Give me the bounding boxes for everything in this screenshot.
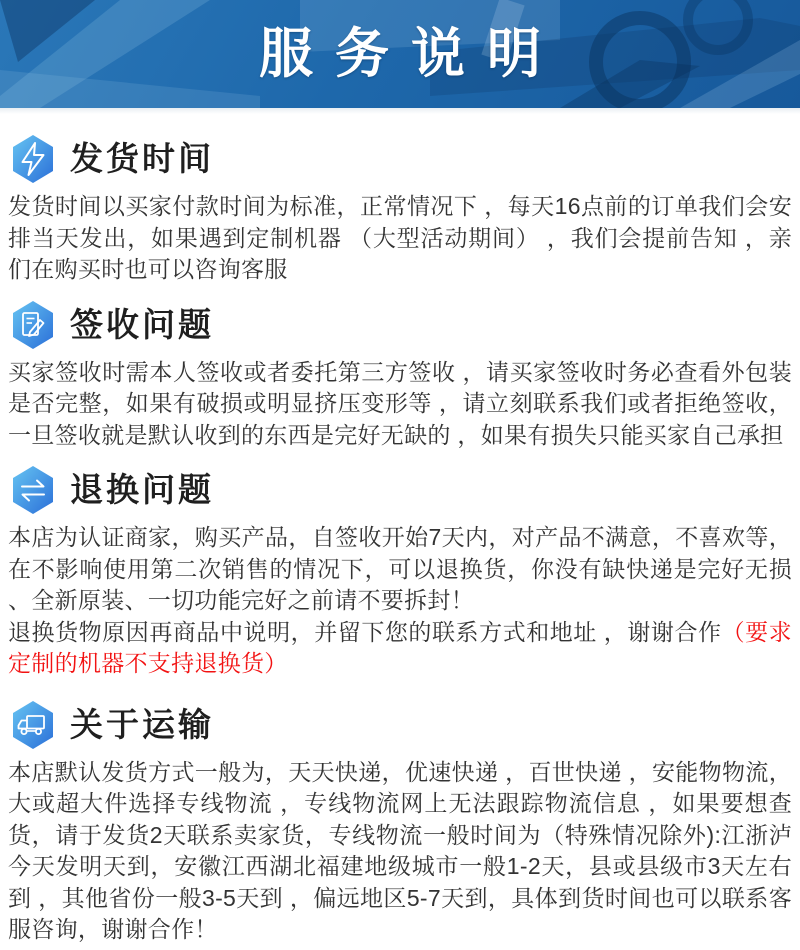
truck-icon (10, 700, 56, 750)
exchange-arrows-icon (10, 465, 56, 515)
content (0, 114, 800, 946)
section-heading (10, 465, 792, 515)
section-returns (8, 465, 792, 680)
section-paragraph: 买家签收时需本人签收或者委托第三方签收 ，请买家签收时务必查看外包装是否完整，如果有破损或明显挤压变形等 ，请立刻联系我们或者拒绝签收，一旦签收就是默认收到的东西是完好无缺的 ，如果有损失只能买家自己承担 (8, 358, 792, 448)
section-title: 关于运输 (70, 705, 214, 743)
page-title: 服务说明 (259, 24, 563, 84)
section-title: 发货时间 (70, 140, 214, 177)
section-heading (10, 700, 792, 750)
section-heading (10, 134, 792, 184)
note-black: 退换货物原因再商品中说明，并留下您的联系方式和地址 ，谢谢合作 (8, 618, 722, 645)
section-paragraph: 本店为认证商家，购买产品，自签收开始7天内，对产品不满意，不喜欢等，在不影响使用第二次销售的情况下，可以退换货，你没有缺快递是完好无损 、全新原装、一切功能完好之前请不要拆封！ (8, 524, 792, 613)
section-heading (10, 300, 792, 350)
section-paragraph: 发货时间以买家付款时间为标准，正常情况下 ，每天16点前的订单我们会安排当天发出，如果遇到定制机器 （大型活动期间） ，我们会提前告知 ，亲们在购买时也可以咨询客服 (8, 193, 792, 282)
lightning-icon (10, 134, 56, 184)
section-note (8, 617, 792, 680)
document-edit-icon (10, 300, 56, 350)
section-title: 签收问题 (70, 305, 214, 343)
section-sign-off (8, 300, 792, 452)
section-paragraph: 本店默认发货方式一般为，天天快递，优速快递 ，百世快递 ，安能物物流，大或超大件选择专线物流 ，专线物流网上无法跟踪物流信息 ，如果要想查货，请于发货2天联系卖家货，专线物流一般时间为（特殊情况除外):江浙泸今天发明天到，安徽江西湖北福建地级城市一般1-2天，县或县级市3天左右到 ，其他省份一般3-5天到 ，偏远地区5-7天到，具体到货时间也可以联系客服咨询，谢谢合作！ (8, 758, 792, 942)
section-shipping-time (8, 134, 792, 286)
section-transport (8, 700, 792, 946)
banner (0, 0, 800, 108)
note-red: （要求定制的机器不支持退换货） (8, 618, 792, 676)
section-title: 退换问题 (70, 471, 214, 508)
